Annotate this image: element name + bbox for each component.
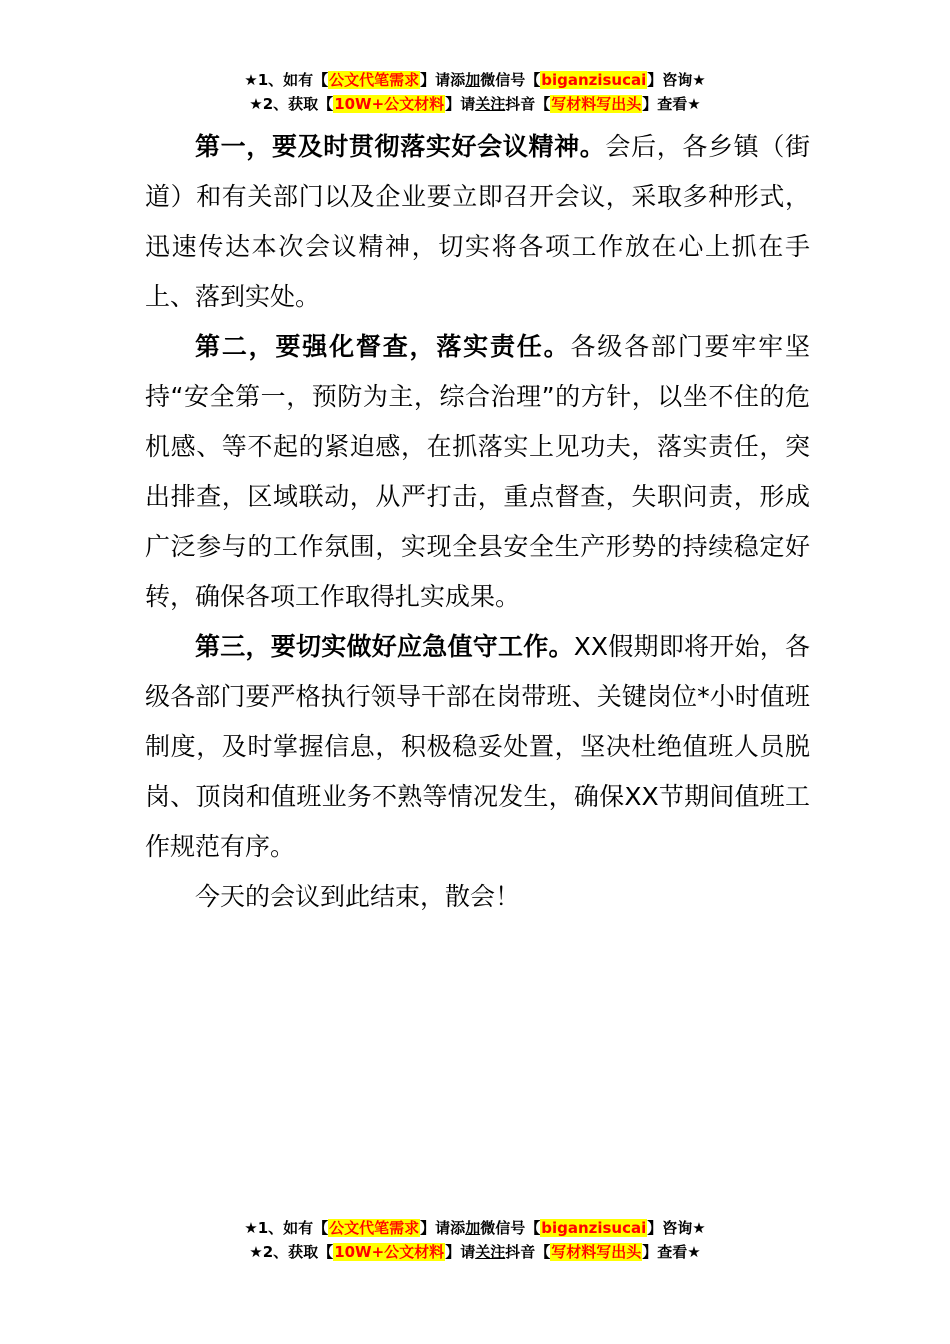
paragraph-2 [145, 322, 810, 622]
banner-line-1: ★1、如有【公文代笔需求】请添加微信号【biganzisucai】咨询★ [244, 1219, 706, 1237]
document-body [145, 122, 810, 922]
paragraph-text: 今天的会议到此结束，散会！ [195, 882, 521, 911]
paragraph-text: 会后，各乡镇（街道）和有关部门以及企业要立即召开会议，采取多种形式，迅速传达本次会议精神，切实将各项工作放在心上抓在手上、落到实处。 [145, 132, 810, 311]
materials-highlight: 10W+公文材料 [334, 95, 445, 113]
paragraph-text: 各级各部门要牢牢坚持“安全第一，预防为主，综合治理”的方针，以坐不住的危机感、等不起的紧迫感，在抓落实上见功夫，落实责任，突出排查，区域联动，从严打击，重点督查，失职问责，形成广泛参与的工作氛围，实现全县安全生产形势的持续稳定好转，确保各项工作取得扎实成果。 [145, 332, 810, 611]
banner-line-1: ★1、如有【公文代笔需求】请添加微信号【biganzisucai】咨询★ [244, 71, 706, 89]
footer-banner [0, 1216, 950, 1264]
service-highlight: 公文代笔需求 [329, 1219, 420, 1237]
paragraph-3 [145, 622, 810, 872]
header-banner [0, 68, 950, 116]
paragraph-text: XX假期即将开始，各级各部门要严格执行领导干部在岗带班、关键岗位*小时值班制度，及时掌握信息，积极稳妥处置，坚决杜绝值班人员脱岗、顶岗和值班业务不熟等情况发生，确保XX节期间值班工作规范有序。 [145, 632, 810, 861]
materials-highlight: 10W+公文材料 [334, 1243, 445, 1261]
closing-paragraph [145, 872, 810, 922]
paragraph-lead: 第一，要及时贯彻落实好会议精神。 [195, 132, 606, 161]
paragraph-1 [145, 122, 810, 322]
wechat-id-highlight: biganzisucai [541, 71, 647, 89]
banner-line-2: ★2、获取【10W+公文材料】请关注抖音【写材料写出头】查看★ [249, 95, 701, 113]
wechat-id-highlight: biganzisucai [541, 1219, 647, 1237]
paragraph-lead: 第二，要强化督查，落实责任。 [195, 332, 571, 361]
paragraph-lead: 第三，要切实做好应急值守工作。 [195, 632, 574, 661]
douyin-highlight: 写材料写出头 [551, 1243, 642, 1261]
service-highlight: 公文代笔需求 [329, 71, 420, 89]
banner-line-2: ★2、获取【10W+公文材料】请关注抖音【写材料写出头】查看★ [249, 1243, 701, 1261]
douyin-highlight: 写材料写出头 [551, 95, 642, 113]
